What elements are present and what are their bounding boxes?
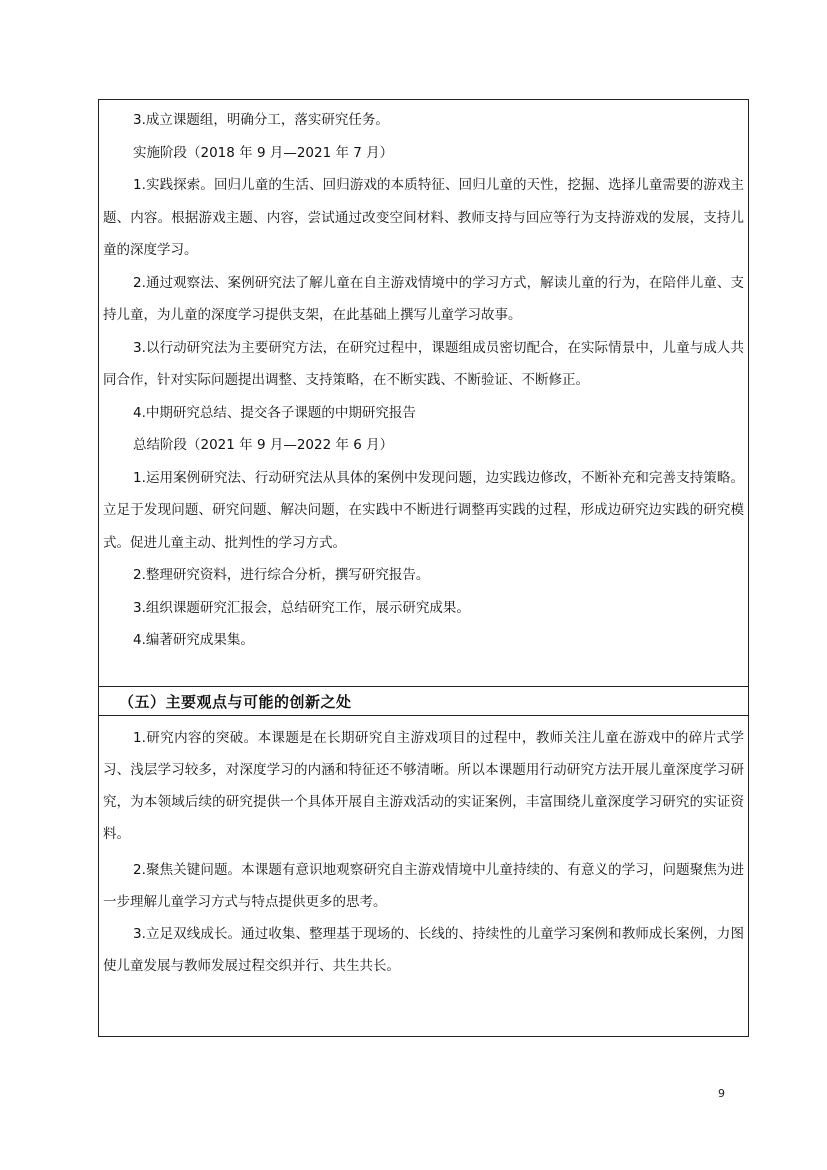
paragraph: 1.运用案例研究法、行动研究法从具体的案例中发现问题，边实践边修改，不断补充和完善支持策略。立足于发现问题、研究问题、解决问题，在实践中不断进行调整再实践的过程，形成边研究边实践的研究模式。促进儿童主动、批判性的学习方式。 bbox=[103, 469, 744, 551]
paragraph: 1.实践探索。回归儿童的生活、回归游戏的本质特征、回归儿童的天性，挖掘、选择儿童需要的游戏主题、内容。根据游戏主题、内容，尝试通过改变空间材料、教师支持与回应等行为支持游戏的发展，支持儿童的深度学习。 bbox=[103, 177, 744, 258]
paragraph: 3.以行动研究法为主要研究方法，在研究过程中，课题组成员密切配合，在实际情景中，儿童与成人共同合作，针对实际问题提出调整、支持策略，在不断实践、不断验证、不断修正。 bbox=[103, 339, 744, 388]
stage-heading-implementation: 实施阶段（2018 年 9 月—2021 年 7 月） bbox=[133, 144, 394, 161]
paragraph: 3.立足双线成长。通过收集、整理基于现场的、长线的、持续性的儿童学习案例和教师成长案例，力图使儿童发展与教师发展过程交织并行、共生共长。 bbox=[103, 926, 744, 974]
document-table bbox=[98, 99, 749, 1037]
paragraph: 4.编著研究成果集。 bbox=[133, 632, 254, 648]
paragraph: 3.组织课题研究汇报会，总结研究工作，展示研究成果。 bbox=[133, 599, 470, 616]
section-title: （五）主要观点与可能的创新之处 bbox=[119, 692, 352, 711]
paragraph: 4.中期研究总结、提交各子课题的中期研究报告 bbox=[133, 404, 416, 421]
paragraph: 2.通过观察法、案例研究法了解儿童在自主游戏情境中的学习方式，解读儿童的行为，在陪伴儿童、支持儿童，为儿童的深度学习提供支架，在此基础上撰写儿童学习故事。 bbox=[103, 274, 744, 323]
research-stages-cell bbox=[99, 100, 748, 687]
paragraph: 3.成立课题组，明确分工，落实研究任务。 bbox=[133, 112, 389, 128]
stage-heading-summary: 总结阶段（2021 年 9 月—2022 年 6 月） bbox=[133, 437, 394, 453]
section-header-row bbox=[99, 687, 748, 716]
paragraph: 2.聚焦关键问题。本课题有意识地观察研究自主游戏情境中儿童持续的、有意义的学习，问题聚焦为进一步理解儿童学习方式与特点提供更多的思考。 bbox=[103, 862, 744, 910]
paragraph: 1.研究内容的突破。本课题是在长期研究自主游戏项目的过程中，教师关注儿童在游戏中的碎片式学习、浅层学习较多，对深度学习的内涵和特征还不够清晰。所以本课题用行动研究方法开展儿童深度学习研究，为本领域后续的研究提供一个具体开展自主游戏活动的实证案例，丰富围绕儿童深度学习研究的实证资料。 bbox=[103, 730, 744, 842]
paragraph: 2.整理研究资料，进行综合分析，撰写研究报告。 bbox=[133, 567, 430, 583]
page-number: 9 bbox=[718, 1087, 725, 1100]
innovation-cell bbox=[99, 716, 748, 1036]
